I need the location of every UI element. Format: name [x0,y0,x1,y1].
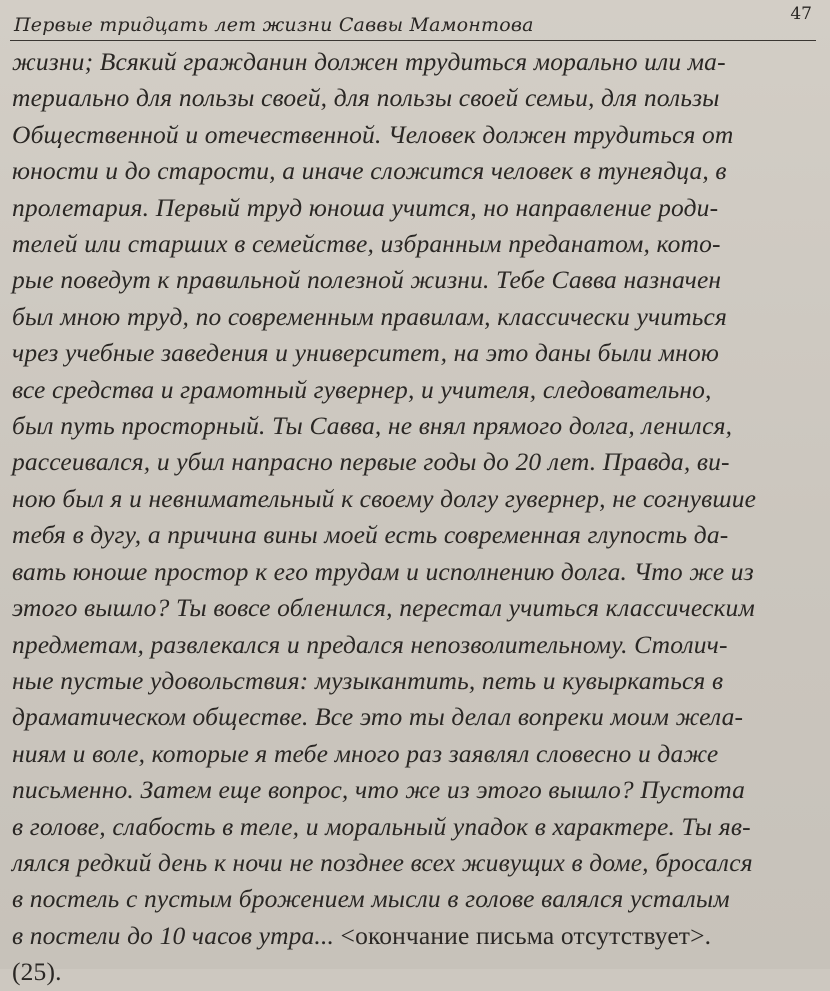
text-line: был мною труд, по современным правилам, классически учиться [12,301,728,331]
text-line: этого вышло? Ты вовсе обленился, перестал учиться классическим [12,593,755,623]
text-line: териально для пользы своей, для пользы своей семьи, для пользы [12,83,720,113]
running-title: Первые тридцать лет жизни Саввы Мамонтова [14,14,534,36]
text-line: предметам, развлекался и предался непозволительному. Столич- [12,629,728,659]
editorial-note: <окончание письма отсутствует>. [334,920,712,950]
text-line: в голове, слабость в теле, и моральный упадок в характере. Ты яв- [12,811,751,841]
text-line: в постель с пустым брожением мысли в голове валялся усталым [12,884,730,914]
text-line: был путь просторный. Ты Савва, не внял прямого долга, ленился, [12,411,733,441]
text-line: ною был я и невнимательный к своему долгу гувернер, не согнувшие [12,483,757,513]
text-line: юности и до старости, а иначе сложится человек в тунеядца, в [12,156,727,186]
text-line: письменно. Затем еще вопрос, что же из этого вышло? Пустота [12,775,746,805]
text-line: вать юноше простор к его трудам и исполнению долга. Что же из [12,556,754,586]
text-line: рые поведут к правильной полезной жизни. Тебе Савва назначен [12,265,722,295]
text-line: ниям и воле, которые я тебе много раз заявлял словесно и даже [12,738,719,768]
text-line: лялся редкий день к ночи не позднее всех живущих в доме, бросался [12,847,753,877]
running-header [10,6,816,41]
letter-ending-italic: в постели до 10 часов утра... [12,920,335,950]
page-number: 47 [790,4,812,24]
text-line: Общественной и отечественной. Человек должен трудиться от [12,119,734,149]
body-text [12,44,818,991]
text-line: рассеивался, и убил напрасно первые годы до 20 лет. Правда, ви- [12,447,730,477]
text-line: пролетария. Первый труд юноша учится, но направление роди- [12,192,719,222]
text-line-last [12,918,818,954]
text-line: ные пустые удовольствия: музыкантить, петь и кувыркаться в [12,665,724,695]
footnote-reference: (25). [12,957,62,987]
text-line: телей или старших в семействе, избранным преданатом, кото- [12,229,721,259]
text-line: все средства и грамотный гувернер, и учителя, следовательно, [12,374,712,404]
text-line: жизни; Всякий гражданин должен трудиться морально или ма- [12,47,726,76]
text-line: драматическом обществе. Все это ты делал вопреки моим жела- [12,702,744,732]
text-line: тебя в дугу, а причина вины моей есть современная глупость да- [12,520,729,550]
text-line: чрез учебные заведения и университет, на это даны были мною [12,338,719,368]
